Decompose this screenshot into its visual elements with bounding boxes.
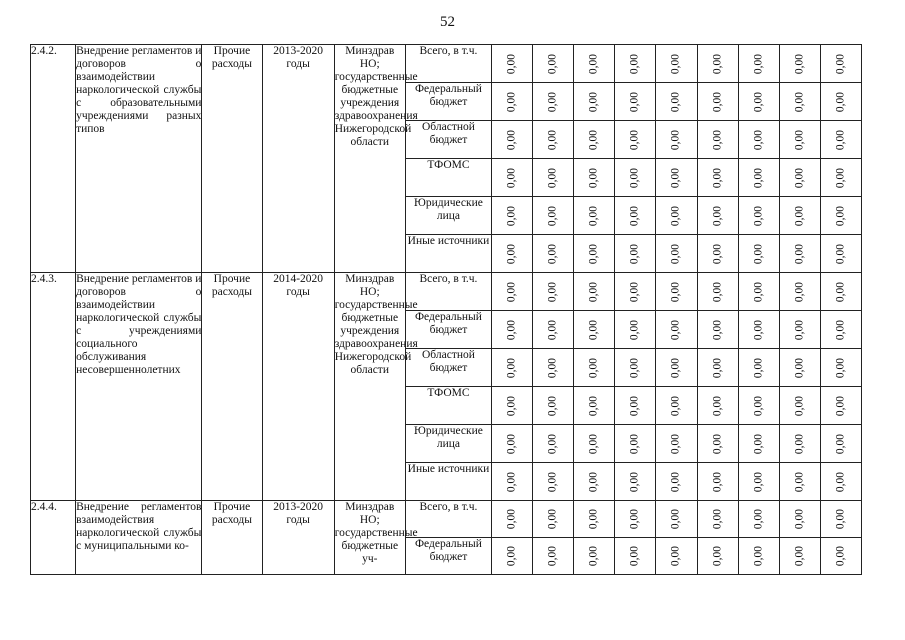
funding-value-cell <box>779 349 820 387</box>
funding-value: 0,00 <box>752 243 765 264</box>
funding-value: 0,00 <box>669 53 682 74</box>
funding-value: 0,00 <box>587 167 600 188</box>
funding-value-cell <box>574 311 615 349</box>
funding-value-cell <box>820 311 861 349</box>
funding-value: 0,00 <box>793 319 806 340</box>
funding-value-cell <box>656 425 697 463</box>
funding-value-cell <box>656 197 697 235</box>
funding-value-cell <box>533 425 574 463</box>
funding-value-cell <box>492 463 533 501</box>
activity-number: 2.4.3. <box>31 273 76 501</box>
funding-value-cell <box>697 235 738 273</box>
funding-value-cell <box>492 538 533 575</box>
funding-value: 0,00 <box>587 433 600 454</box>
funding-value: 0,00 <box>587 281 600 302</box>
funding-value: 0,00 <box>711 205 724 226</box>
funding-value: 0,00 <box>505 129 518 150</box>
funding-value: 0,00 <box>546 205 559 226</box>
funding-value-cell <box>656 159 697 197</box>
funding-value: 0,00 <box>752 319 765 340</box>
funding-value: 0,00 <box>505 205 518 226</box>
funding-value: 0,00 <box>669 243 682 264</box>
funding-value-cell <box>615 235 656 273</box>
funding-source: Федеральный бюджет <box>405 538 491 575</box>
funding-value: 0,00 <box>793 167 806 188</box>
funding-value: 0,00 <box>628 205 641 226</box>
funding-value-cell <box>574 83 615 121</box>
funding-value-cell <box>492 235 533 273</box>
funding-value-cell <box>820 349 861 387</box>
funding-value-cell <box>779 121 820 159</box>
funding-value-cell <box>574 425 615 463</box>
funding-value: 0,00 <box>834 319 847 340</box>
funding-value: 0,00 <box>711 91 724 112</box>
funding-source: Всего, в т.ч. <box>405 45 491 83</box>
funding-value: 0,00 <box>505 545 518 567</box>
table-row <box>31 273 862 311</box>
funding-value: 0,00 <box>834 545 847 567</box>
activity-number: 2.4.2. <box>31 45 76 273</box>
funding-value-cell <box>738 463 779 501</box>
funding-value-cell <box>738 121 779 159</box>
funding-source: Федеральный бюджет <box>405 83 491 121</box>
activity-number: 2.4.4. <box>31 501 76 575</box>
funding-value: 0,00 <box>587 205 600 226</box>
funding-source: Иные источники <box>405 463 491 501</box>
funding-value-cell <box>738 83 779 121</box>
funding-value: 0,00 <box>669 471 682 492</box>
funding-value: 0,00 <box>711 545 724 567</box>
funding-value: 0,00 <box>711 471 724 492</box>
funding-value-cell <box>492 501 533 538</box>
funding-value: 0,00 <box>793 53 806 74</box>
funding-value-cell <box>492 349 533 387</box>
funding-value: 0,00 <box>793 357 806 378</box>
funding-value: 0,00 <box>628 471 641 492</box>
activity-executor: Минздрав НО; государственные бюджетные учреждения здравоохранения Нижегородской области <box>334 45 405 273</box>
program-activities-table <box>30 44 862 575</box>
funding-value: 0,00 <box>546 433 559 454</box>
funding-value: 0,00 <box>587 357 600 378</box>
activity-period: 2013-2020 годы <box>262 501 334 575</box>
funding-value-cell <box>615 273 656 311</box>
funding-value: 0,00 <box>546 545 559 567</box>
activity-description: Внедрение регламентов взаимодействия наркологической службы с муниципальными ко- <box>76 501 202 575</box>
funding-value: 0,00 <box>793 433 806 454</box>
funding-value-cell <box>656 121 697 159</box>
funding-value: 0,00 <box>711 395 724 416</box>
funding-value-cell <box>574 349 615 387</box>
funding-value: 0,00 <box>628 395 641 416</box>
funding-value-cell <box>615 83 656 121</box>
funding-value-cell <box>656 311 697 349</box>
funding-value-cell <box>656 501 697 538</box>
funding-value: 0,00 <box>546 53 559 74</box>
expense-kind: Прочие расходы <box>202 501 262 575</box>
funding-value-cell <box>738 311 779 349</box>
funding-value: 0,00 <box>711 53 724 74</box>
funding-value: 0,00 <box>628 357 641 378</box>
funding-value: 0,00 <box>752 395 765 416</box>
funding-value-cell <box>738 501 779 538</box>
funding-value: 0,00 <box>587 319 600 340</box>
funding-value-cell <box>738 387 779 425</box>
page-number: 52 <box>440 14 455 30</box>
funding-value: 0,00 <box>752 167 765 188</box>
funding-value: 0,00 <box>834 433 847 454</box>
funding-value: 0,00 <box>505 395 518 416</box>
funding-source: Всего, в т.ч. <box>405 273 491 311</box>
funding-value-cell <box>779 425 820 463</box>
funding-value: 0,00 <box>793 129 806 150</box>
funding-value-cell <box>820 387 861 425</box>
funding-value-cell <box>615 197 656 235</box>
funding-value-cell <box>574 159 615 197</box>
funding-value: 0,00 <box>834 91 847 112</box>
funding-value: 0,00 <box>752 357 765 378</box>
funding-value: 0,00 <box>834 205 847 226</box>
funding-value: 0,00 <box>669 395 682 416</box>
table-row <box>31 501 862 538</box>
table-row <box>31 45 862 83</box>
funding-value: 0,00 <box>587 91 600 112</box>
funding-value: 0,00 <box>669 508 682 530</box>
funding-value: 0,00 <box>505 319 518 340</box>
funding-value-cell <box>533 311 574 349</box>
funding-value-cell <box>533 463 574 501</box>
funding-value: 0,00 <box>546 91 559 112</box>
funding-value: 0,00 <box>752 129 765 150</box>
funding-value: 0,00 <box>546 319 559 340</box>
funding-value: 0,00 <box>793 545 806 567</box>
funding-value-cell <box>779 235 820 273</box>
funding-value-cell <box>697 538 738 575</box>
funding-value-cell <box>533 121 574 159</box>
funding-value-cell <box>574 235 615 273</box>
funding-value: 0,00 <box>669 205 682 226</box>
funding-value-cell <box>779 387 820 425</box>
funding-value: 0,00 <box>628 91 641 112</box>
activity-period: 2014-2020 годы <box>262 273 334 501</box>
funding-source: Областной бюджет <box>405 349 491 387</box>
funding-value-cell <box>820 538 861 575</box>
funding-value: 0,00 <box>752 91 765 112</box>
funding-value-cell <box>697 349 738 387</box>
funding-value-cell <box>779 83 820 121</box>
funding-value: 0,00 <box>834 471 847 492</box>
funding-value: 0,00 <box>711 167 724 188</box>
funding-value: 0,00 <box>587 395 600 416</box>
funding-value-cell <box>574 273 615 311</box>
funding-value: 0,00 <box>505 471 518 492</box>
funding-value-cell <box>820 273 861 311</box>
funding-value-cell <box>533 273 574 311</box>
funding-value: 0,00 <box>752 545 765 567</box>
funding-value-cell <box>820 463 861 501</box>
funding-value: 0,00 <box>628 433 641 454</box>
funding-value: 0,00 <box>793 243 806 264</box>
funding-value-cell <box>533 538 574 575</box>
funding-value-cell <box>779 159 820 197</box>
expense-kind: Прочие расходы <box>202 45 262 273</box>
funding-value-cell <box>738 197 779 235</box>
funding-value-cell <box>492 197 533 235</box>
funding-value-cell <box>779 538 820 575</box>
funding-value-cell <box>615 159 656 197</box>
funding-value: 0,00 <box>669 433 682 454</box>
funding-value: 0,00 <box>546 471 559 492</box>
funding-value-cell <box>820 501 861 538</box>
funding-value-cell <box>820 121 861 159</box>
funding-value: 0,00 <box>793 91 806 112</box>
funding-value: 0,00 <box>628 545 641 567</box>
funding-value-cell <box>697 501 738 538</box>
funding-value: 0,00 <box>834 167 847 188</box>
funding-value: 0,00 <box>711 508 724 530</box>
funding-value: 0,00 <box>669 129 682 150</box>
funding-value-cell <box>779 273 820 311</box>
funding-source: Областной бюджет <box>405 121 491 159</box>
funding-value-cell <box>615 387 656 425</box>
funding-value-cell <box>779 45 820 83</box>
funding-value: 0,00 <box>752 205 765 226</box>
funding-value-cell <box>656 538 697 575</box>
funding-value: 0,00 <box>628 167 641 188</box>
funding-value: 0,00 <box>587 243 600 264</box>
funding-value-cell <box>697 463 738 501</box>
funding-value: 0,00 <box>711 243 724 264</box>
funding-value: 0,00 <box>505 243 518 264</box>
funding-source: Юридические лица <box>405 425 491 463</box>
funding-value-cell <box>779 463 820 501</box>
funding-value-cell <box>492 387 533 425</box>
funding-value-cell <box>615 311 656 349</box>
funding-value: 0,00 <box>546 129 559 150</box>
funding-value-cell <box>779 501 820 538</box>
funding-value: 0,00 <box>546 508 559 530</box>
funding-value-cell <box>656 235 697 273</box>
funding-value-cell <box>738 45 779 83</box>
funding-value: 0,00 <box>752 508 765 530</box>
funding-source: Иные источники <box>405 235 491 273</box>
funding-value: 0,00 <box>587 129 600 150</box>
funding-value: 0,00 <box>669 91 682 112</box>
funding-value: 0,00 <box>628 281 641 302</box>
funding-value-cell <box>574 45 615 83</box>
funding-value-cell <box>656 463 697 501</box>
funding-value-cell <box>820 45 861 83</box>
funding-value: 0,00 <box>711 319 724 340</box>
funding-source: Всего, в т.ч. <box>405 501 491 538</box>
funding-value-cell <box>738 159 779 197</box>
funding-value: 0,00 <box>834 281 847 302</box>
funding-value: 0,00 <box>546 357 559 378</box>
funding-value: 0,00 <box>834 53 847 74</box>
activity-description: Внедрение регламентов и договоров о взаимодействии наркологической службы с учреждениями социального обслуживания несовершеннолетних <box>76 273 202 501</box>
funding-value-cell <box>615 121 656 159</box>
funding-value-cell <box>697 387 738 425</box>
funding-value: 0,00 <box>793 471 806 492</box>
funding-value-cell <box>820 159 861 197</box>
funding-value-cell <box>738 235 779 273</box>
funding-value-cell <box>820 425 861 463</box>
funding-value: 0,00 <box>546 281 559 302</box>
funding-value-cell <box>492 121 533 159</box>
funding-value: 0,00 <box>587 508 600 530</box>
funding-value-cell <box>533 83 574 121</box>
funding-value-cell <box>697 83 738 121</box>
funding-value: 0,00 <box>546 395 559 416</box>
funding-value: 0,00 <box>546 243 559 264</box>
funding-source: ТФОМС <box>405 159 491 197</box>
funding-value-cell <box>697 197 738 235</box>
funding-value-cell <box>574 387 615 425</box>
funding-value-cell <box>492 273 533 311</box>
funding-value: 0,00 <box>669 167 682 188</box>
funding-value-cell <box>697 45 738 83</box>
funding-value-cell <box>820 197 861 235</box>
funding-value-cell <box>820 235 861 273</box>
activity-executor: Минздрав НО; государственные бюджетные учреждения здравоохранения Нижегородской области <box>334 273 405 501</box>
funding-value: 0,00 <box>505 53 518 74</box>
funding-value-cell <box>779 197 820 235</box>
funding-value-cell <box>615 425 656 463</box>
funding-value: 0,00 <box>834 508 847 530</box>
funding-value: 0,00 <box>628 508 641 530</box>
funding-value-cell <box>820 83 861 121</box>
activity-description: Внедрение регламентов и договоров о взаимодействии наркологической службы с образовательными учреждениями разных типов <box>76 45 202 273</box>
funding-value-cell <box>738 349 779 387</box>
funding-value: 0,00 <box>752 433 765 454</box>
funding-value-cell <box>697 121 738 159</box>
funding-value: 0,00 <box>793 205 806 226</box>
funding-value-cell <box>738 273 779 311</box>
funding-value: 0,00 <box>505 167 518 188</box>
funding-value-cell <box>697 159 738 197</box>
funding-value: 0,00 <box>752 53 765 74</box>
funding-value-cell <box>533 235 574 273</box>
funding-value-cell <box>492 425 533 463</box>
funding-value-cell <box>656 273 697 311</box>
funding-value-cell <box>697 273 738 311</box>
funding-value-cell <box>574 197 615 235</box>
funding-value: 0,00 <box>834 357 847 378</box>
funding-value: 0,00 <box>669 545 682 567</box>
funding-value: 0,00 <box>628 319 641 340</box>
funding-value-cell <box>656 387 697 425</box>
funding-value-cell <box>738 538 779 575</box>
funding-value-cell <box>615 538 656 575</box>
funding-source: Федеральный бюджет <box>405 311 491 349</box>
funding-value-cell <box>533 501 574 538</box>
funding-value-cell <box>533 349 574 387</box>
funding-value: 0,00 <box>628 243 641 264</box>
funding-value-cell <box>574 121 615 159</box>
funding-value: 0,00 <box>505 508 518 530</box>
funding-value: 0,00 <box>711 281 724 302</box>
funding-value: 0,00 <box>669 357 682 378</box>
funding-value-cell <box>615 463 656 501</box>
funding-value: 0,00 <box>834 243 847 264</box>
funding-value-cell <box>492 83 533 121</box>
funding-value-cell <box>656 45 697 83</box>
funding-value-cell <box>697 311 738 349</box>
funding-value: 0,00 <box>752 471 765 492</box>
table-body <box>31 45 862 575</box>
funding-value: 0,00 <box>669 319 682 340</box>
funding-value-cell <box>574 538 615 575</box>
funding-value: 0,00 <box>546 167 559 188</box>
funding-value: 0,00 <box>505 281 518 302</box>
funding-value-cell <box>533 159 574 197</box>
funding-value-cell <box>533 387 574 425</box>
funding-value: 0,00 <box>628 129 641 150</box>
funding-value-cell <box>492 159 533 197</box>
funding-value-cell <box>656 83 697 121</box>
funding-value: 0,00 <box>587 471 600 492</box>
funding-value: 0,00 <box>587 53 600 74</box>
funding-value: 0,00 <box>505 91 518 112</box>
funding-source: ТФОМС <box>405 387 491 425</box>
funding-value: 0,00 <box>793 281 806 302</box>
funding-value-cell <box>492 311 533 349</box>
funding-value-cell <box>697 425 738 463</box>
funding-value-cell <box>615 349 656 387</box>
funding-value: 0,00 <box>834 395 847 416</box>
funding-value-cell <box>533 197 574 235</box>
funding-value-cell <box>738 425 779 463</box>
funding-value: 0,00 <box>711 129 724 150</box>
funding-value-cell <box>615 45 656 83</box>
funding-value-cell <box>574 463 615 501</box>
funding-value-cell <box>615 501 656 538</box>
funding-value: 0,00 <box>793 508 806 530</box>
activity-executor: Минздрав НО; государственные бюджетные уч- <box>334 501 405 575</box>
funding-value: 0,00 <box>834 129 847 150</box>
funding-value: 0,00 <box>752 281 765 302</box>
funding-source: Юридические лица <box>405 197 491 235</box>
funding-value: 0,00 <box>711 433 724 454</box>
funding-value: 0,00 <box>669 281 682 302</box>
expense-kind: Прочие расходы <box>202 273 262 501</box>
funding-value: 0,00 <box>628 53 641 74</box>
activity-period: 2013-2020 годы <box>262 45 334 273</box>
funding-value: 0,00 <box>505 357 518 378</box>
funding-value: 0,00 <box>711 357 724 378</box>
funding-value-cell <box>492 45 533 83</box>
funding-value: 0,00 <box>587 545 600 567</box>
funding-value-cell <box>533 45 574 83</box>
funding-value-cell <box>779 311 820 349</box>
funding-value-cell <box>574 501 615 538</box>
funding-value: 0,00 <box>793 395 806 416</box>
funding-value: 0,00 <box>505 433 518 454</box>
funding-value-cell <box>656 349 697 387</box>
